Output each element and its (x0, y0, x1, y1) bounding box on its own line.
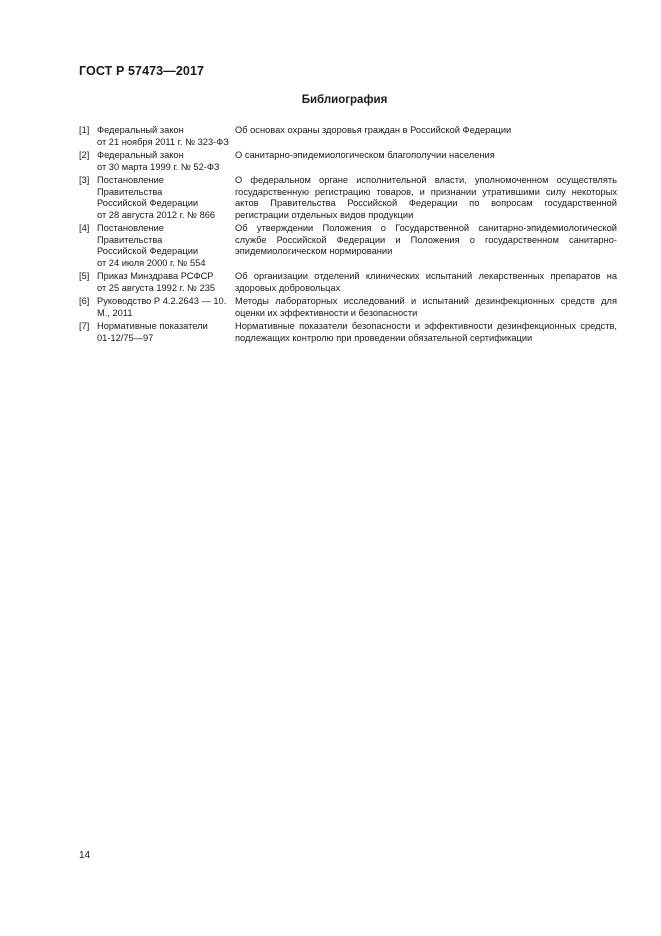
entry-number: [4] (79, 223, 90, 233)
entry-number: [3] (79, 175, 90, 185)
entry-title: О федеральном органе исполнительной власти, уполномоченном осуществлять государственную регистрацию товаров, и признании утратившими силу некоторых актов Правительства Российской Федерации по вопросам государственной регистрации отдельных видов продукции (235, 175, 617, 220)
bibliography-entry (79, 175, 617, 221)
entry-number: [6] (79, 296, 90, 306)
page-number: 14 (79, 850, 91, 861)
entry-source: Руководство Р 4.2.2643 — 10. М., 2011 (97, 296, 227, 318)
bibliography-list (79, 125, 617, 346)
bibliography-entry (79, 223, 617, 269)
entry-title: Об организации отделений клинических испытаний лекарственных препаратов на здоровых добровольцах (235, 271, 617, 293)
entry-title: Методы лабораторных исследований и испытаний дезинфекционных средств для оценки их эффективности и безопасности (235, 296, 617, 318)
entry-source: Постановление Правительства Российской Федерации от 24 июля 2000 г. № 554 (97, 223, 206, 268)
bibliography-entry (79, 125, 617, 148)
entry-source: Федеральный закон от 30 марта 1999 г. № 52-ФЗ (97, 150, 220, 172)
bibliography-entry (79, 150, 617, 173)
entry-source: Федеральный закон от 21 ноября 2011 г. № 323-ФЗ (97, 125, 229, 147)
entry-number: [5] (79, 271, 90, 281)
entry-number: [1] (79, 125, 90, 135)
entry-title: Об утверждении Положения о Государственной санитарно-эпидемиологической службе Российской Федерации и Положения о государственном санитарно-эпидемиологическом нормировании (235, 223, 617, 256)
entry-source: Нормативные показатели 01-12/75—97 (97, 321, 208, 343)
bibliography-entry (79, 271, 617, 294)
entry-title: О санитарно-эпидемиологическом благополучии населения (235, 150, 495, 160)
entry-source: Постановление Правительства Российской Федерации от 28 августа 2012 г. № 866 (97, 175, 216, 220)
document-code: ГОСТ Р 57473—2017 (79, 64, 205, 78)
entry-number: [7] (79, 321, 90, 331)
bibliography-entry (79, 296, 617, 319)
entry-title: Нормативные показатели безопасности и эффективности дезинфекционных средств, подлежащих контролю при проведении обязательной сертификации (235, 321, 617, 343)
entry-source: Приказ Минздрава РСФСР от 25 августа 1992 г. № 235 (97, 271, 216, 293)
entry-title: Об основах охраны здоровья граждан в Российской Федерации (235, 125, 512, 135)
entry-number: [2] (79, 150, 90, 160)
section-title: Библиография (301, 94, 388, 106)
bibliography-entry (79, 321, 617, 344)
